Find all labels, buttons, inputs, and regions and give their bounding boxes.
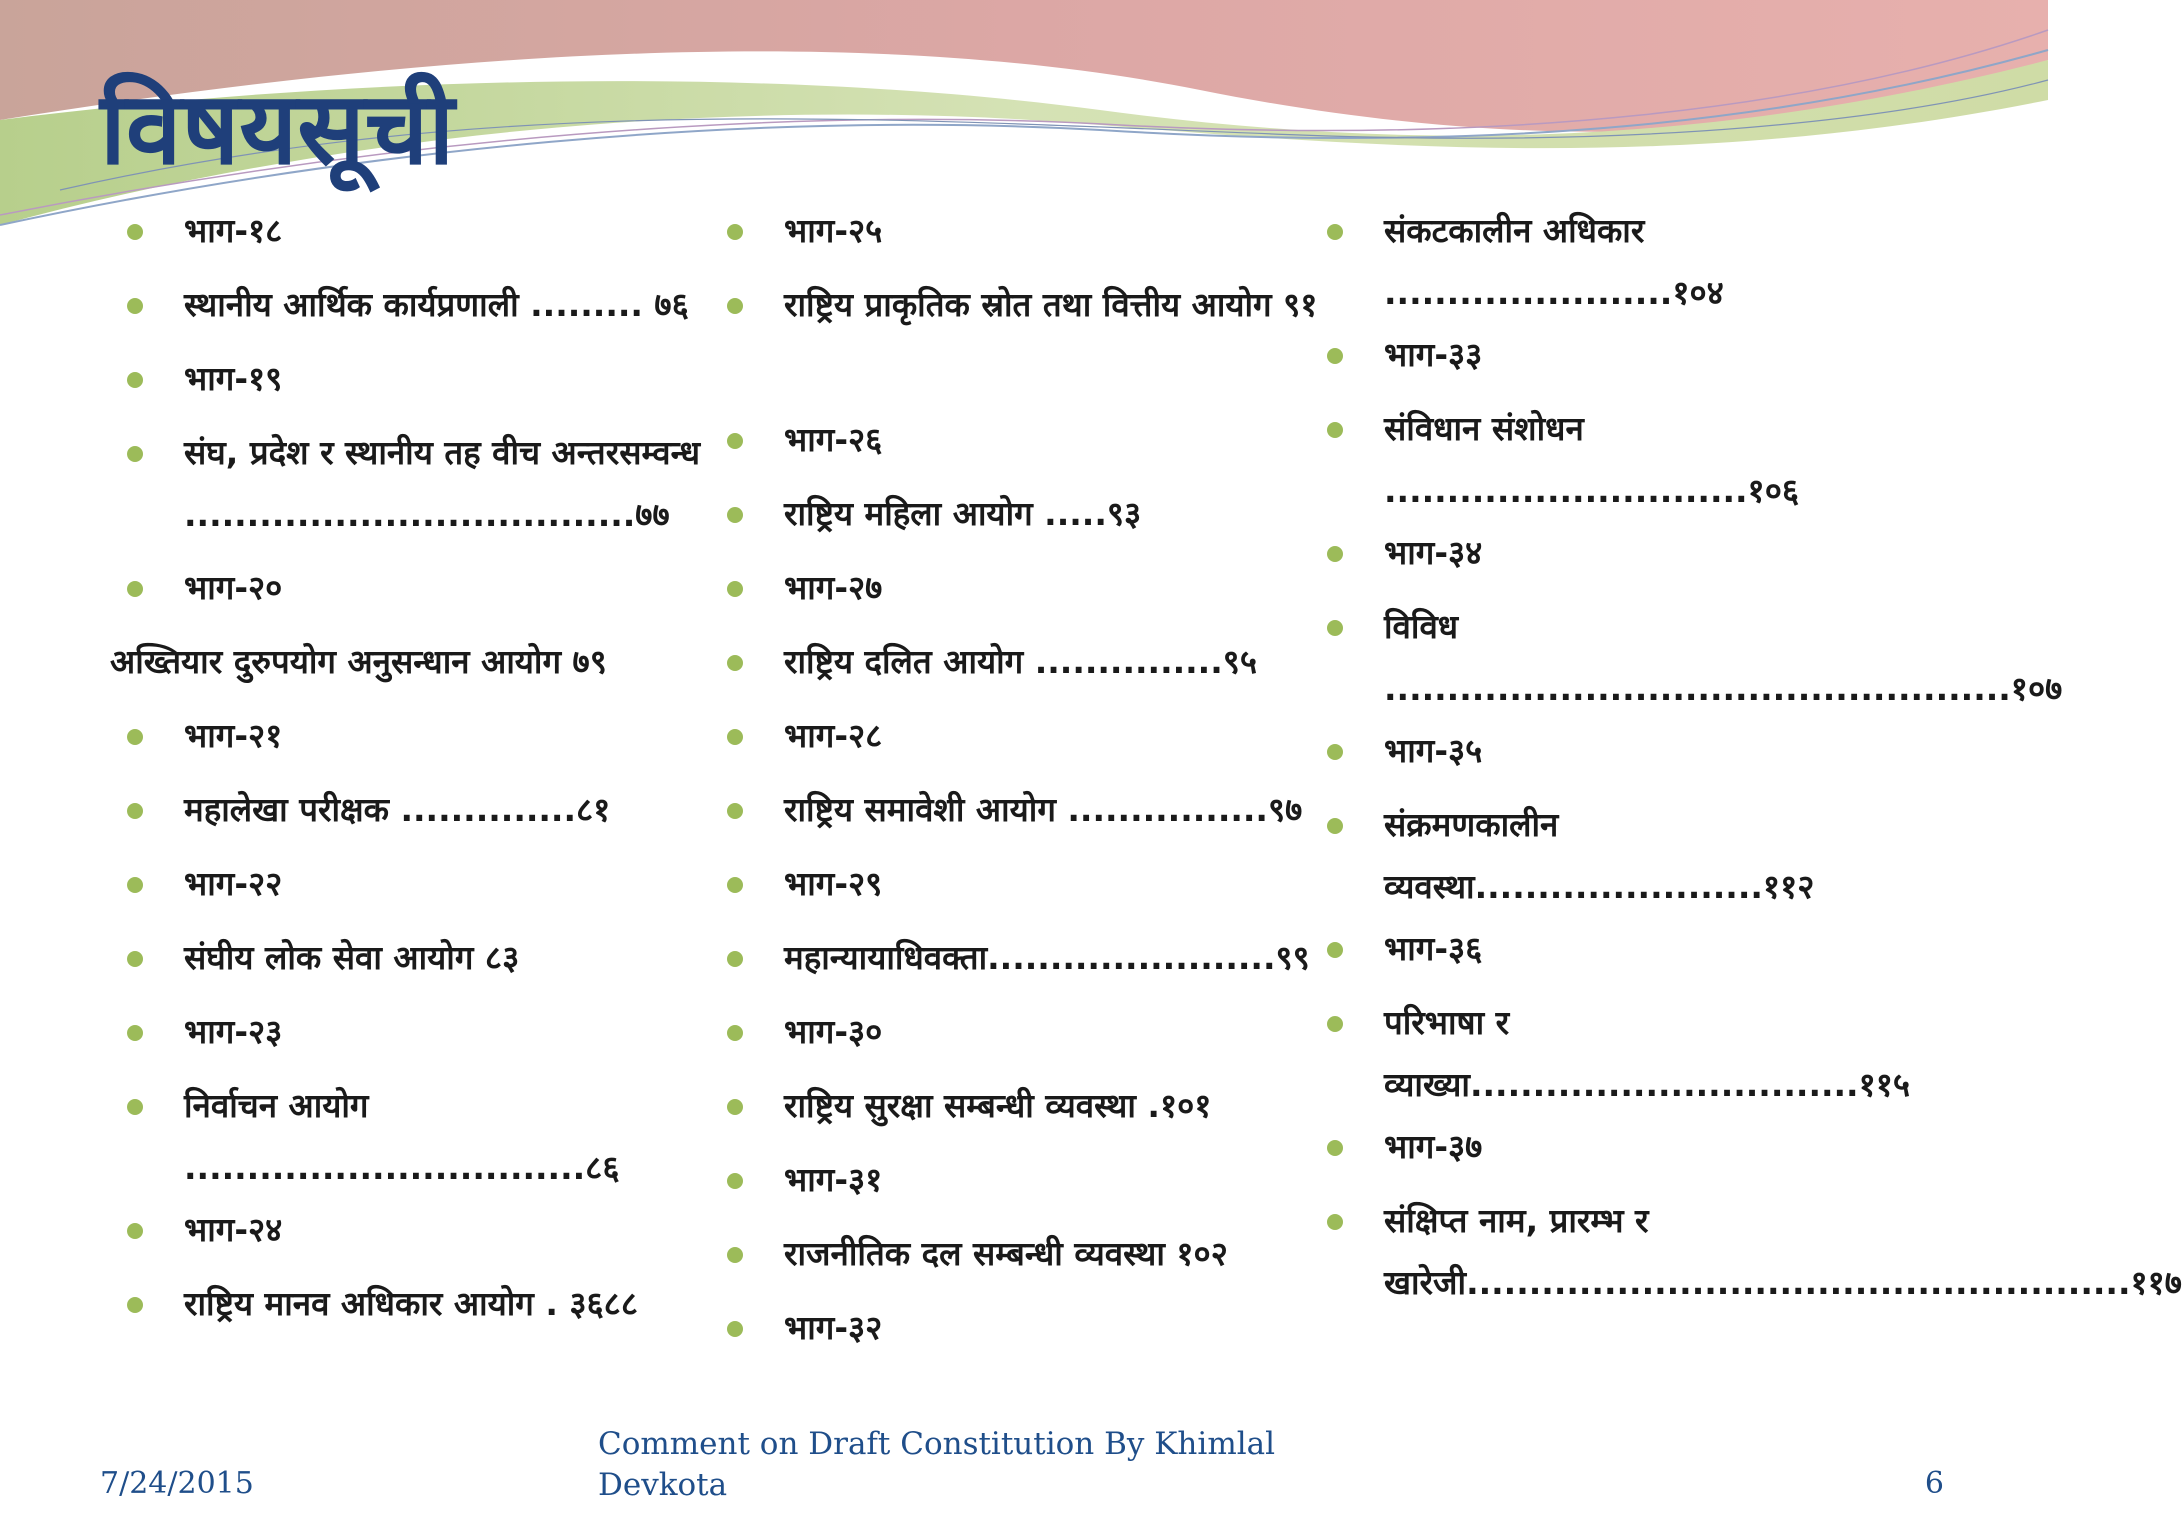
- toc-item-text: संक्रमणकालीन व्यवस्था.......................११२: [1384, 805, 1815, 906]
- bullet-dot: [727, 224, 743, 240]
- toc-item: [118, 1001, 718, 1075]
- toc-item: [718, 631, 1318, 705]
- bullet-dot: [127, 298, 143, 314]
- toc-item: [1318, 522, 1958, 596]
- toc-item: [718, 705, 1318, 779]
- slide-title: विषयसूची: [100, 69, 455, 187]
- toc-item: [718, 1223, 1318, 1297]
- page-number: 6: [1924, 1466, 1944, 1501]
- toc-item-text: विविध ..................................................१०७: [1384, 607, 2063, 708]
- toc-item-text: राष्ट्रिय प्राकृतिक स्रोत तथा वित्तीय आयोग ९१: [784, 285, 1318, 324]
- toc-item: [118, 1075, 718, 1199]
- bullet-dot: [127, 1099, 143, 1115]
- bullet-dot: [127, 372, 143, 388]
- toc-item-text: संविधान संशोधन .............................१०६: [1384, 409, 1800, 510]
- footer-text: Comment on Draft Constitution By Khimlal Devkota: [598, 1426, 1276, 1503]
- toc-item: [118, 557, 718, 631]
- toc-item: [718, 779, 1318, 853]
- toc-item: [118, 422, 718, 557]
- toc-item: [118, 1273, 718, 1408]
- toc-item: [718, 1075, 1318, 1149]
- toc-item-text: भाग-३३: [1384, 335, 1483, 374]
- toc-item-text: भाग-२९: [784, 864, 883, 903]
- toc-item-text: संघ, प्रदेश र स्थानीय तह वीच अन्तरसम्वन्ध ....................................७७: [184, 433, 701, 534]
- toc-item: [118, 200, 718, 274]
- toc-item-text: संकटकालीन अधिकार .......................१०४: [1384, 211, 1724, 312]
- toc-item: [118, 274, 718, 348]
- toc-item: [118, 705, 718, 779]
- bullet-dot: [1327, 1214, 1343, 1230]
- toc-item-text: अख्तियार दुरुपयोग अनुसन्धान आयोग ७९: [110, 642, 607, 681]
- toc-item-text: भाग-३६: [1384, 929, 1483, 968]
- toc-item-text: राष्ट्रिय महिला आयोग .....९३: [784, 494, 1142, 533]
- bullet-dot: [127, 1223, 143, 1239]
- toc-item-text: भाग-२२: [184, 864, 283, 903]
- bullet-dot: [1327, 1140, 1343, 1156]
- toc-item-text: राष्ट्रिय सुरक्षा सम्बन्धी व्यवस्था .१०१: [784, 1086, 1212, 1125]
- bullet-dot: [127, 803, 143, 819]
- bullet-dot: [727, 877, 743, 893]
- toc-item-text: निर्वाचन आयोग ................................८६: [184, 1086, 620, 1187]
- toc-item: [718, 409, 1318, 483]
- bullet-dot: [727, 298, 743, 314]
- toc-item: [118, 779, 718, 853]
- toc-item-text: भाग-१९: [184, 359, 283, 398]
- toc-item-text: महान्यायाधिवक्ता.......................९९: [784, 938, 1310, 977]
- toc-item-text: भाग-२५: [784, 211, 883, 250]
- bullet-dot: [727, 1173, 743, 1189]
- toc-item: [1318, 918, 1958, 992]
- toc-item: [718, 853, 1318, 927]
- toc-item: [1318, 794, 1958, 918]
- toc-item: [1318, 1190, 2182, 1325]
- toc-item: [1318, 596, 2063, 720]
- bullet-dot: [727, 1025, 743, 1041]
- toc-item: [118, 348, 718, 422]
- bullet-dot: [127, 1297, 143, 1313]
- toc-item-text: भाग-३५: [1384, 731, 1483, 770]
- bullet-dot: [127, 1025, 143, 1041]
- toc-item-text: भाग-३२: [784, 1308, 883, 1347]
- bullet-dot: [127, 581, 143, 597]
- bullet-dot: [1327, 546, 1343, 562]
- toc-item-text: भाग-२८: [784, 716, 883, 755]
- bullet-dot: [127, 951, 143, 967]
- toc-item-text: भाग-२०: [184, 568, 283, 607]
- toc-item-text: राष्ट्रिय दलित आयोग ...............९५: [784, 642, 1258, 681]
- bullet-dot: [1327, 348, 1343, 364]
- bullet-dot: [727, 1099, 743, 1115]
- toc-item-text: भाग-२१: [184, 716, 283, 755]
- toc-item-text: राजनीतिक दल सम्बन्धी व्यवस्था १०२: [784, 1234, 1228, 1273]
- bullet-dot: [727, 951, 743, 967]
- bullet-dot: [1327, 744, 1343, 760]
- toc-item-text: भाग-२३: [184, 1012, 283, 1051]
- toc-item: [718, 1001, 1318, 1075]
- toc-item: [1318, 992, 1958, 1116]
- toc-item-text: संक्षिप्त नाम, प्रारम्भ र खारेजी.....................................................११७: [1384, 1201, 2182, 1302]
- toc-item: [1318, 720, 1958, 794]
- toc-item-text: भाग-३४: [1384, 533, 1483, 572]
- toc-item-text: परिभाषा र व्याख्या...............................११५: [1384, 1003, 1911, 1104]
- toc-item: [718, 927, 1318, 1001]
- bullet-dot: [1327, 422, 1343, 438]
- bullet-dot: [1327, 1016, 1343, 1032]
- bullet-dot: [727, 433, 743, 449]
- toc-item: [718, 483, 1318, 557]
- toc-item: [718, 1149, 1318, 1223]
- toc-item: [718, 557, 1318, 631]
- toc-item: [718, 274, 1318, 409]
- toc-item-text: राष्ट्रिय समावेशी आयोग ................९७: [784, 790, 1303, 829]
- toc-column-1: [110, 200, 718, 1408]
- toc-item-text: स्थानीय आर्थिक कार्यप्रणाली ......... ७६: [184, 285, 689, 324]
- bullet-dot: [127, 877, 143, 893]
- toc-item: [1318, 1116, 1958, 1190]
- bullet-dot: [127, 224, 143, 240]
- bullet-dot: [1327, 818, 1343, 834]
- toc-item-text: भाग-३०: [784, 1012, 883, 1051]
- toc-column-3: [1318, 200, 2182, 1325]
- toc-item-text: भाग-२४: [184, 1210, 283, 1249]
- bullet-dot: [1327, 224, 1343, 240]
- bullet-dot: [727, 729, 743, 745]
- bullet-dot: [727, 581, 743, 597]
- toc-item: [1318, 324, 1958, 398]
- bullet-dot: [127, 729, 143, 745]
- toc-item-text: भाग-१८: [184, 211, 283, 250]
- toc-item: [110, 631, 718, 705]
- bullet-dot: [727, 507, 743, 523]
- toc-item-text: भाग-३७: [1384, 1127, 1483, 1166]
- toc-item: [118, 927, 718, 1001]
- toc-item: [118, 1199, 718, 1273]
- toc-item: [1318, 398, 1958, 522]
- toc-item: [1318, 200, 1958, 324]
- bullet-dot: [127, 446, 143, 462]
- bullet-dot: [727, 655, 743, 671]
- toc-item-text: संघीय लोक सेवा आयोग ८३: [184, 938, 520, 977]
- bullet-dot: [727, 1321, 743, 1337]
- toc-item-text: भाग-२६: [784, 420, 883, 459]
- bullet-dot: [1327, 620, 1343, 636]
- toc-item-text: राष्ट्रिय मानव अधिकार आयोग . ३६८८: [184, 1284, 639, 1323]
- bullet-dot: [1327, 942, 1343, 958]
- bullet-dot: [727, 1247, 743, 1263]
- toc-item-text: भाग-२७: [784, 568, 883, 607]
- toc-item: [718, 200, 1318, 274]
- toc-item-text: भाग-३१: [784, 1160, 883, 1199]
- toc-item: [118, 853, 718, 927]
- toc-item-text: महालेखा परीक्षक ..............८१: [184, 790, 611, 829]
- footer-date: 7/24/2015: [100, 1466, 254, 1501]
- bullet-dot: [727, 803, 743, 819]
- toc-column-2: [718, 200, 1318, 1371]
- toc-item: [718, 1297, 1318, 1371]
